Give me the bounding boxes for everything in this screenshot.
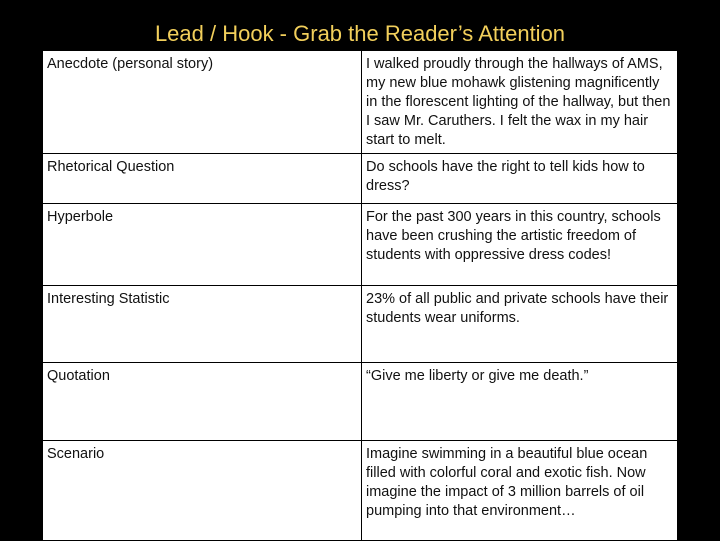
table-row	[43, 204, 678, 286]
hook-example-cell: “Give me liberty or give me death.”	[362, 363, 678, 441]
hook-example-cell: 23% of all public and private schools have their students wear uniforms.	[362, 286, 678, 363]
slide-title: Lead / Hook - Grab the Reader’s Attention	[154, 21, 566, 46]
hook-example-cell: Imagine swimming in a beautiful blue ocean filled with colorful coral and exotic fish. Now imagine the impact of 3 million barrels of oil pumping into that environment…	[362, 441, 678, 541]
hook-example-cell: For the past 300 years in this country, schools have been crushing the artistic freedom of students with oppressive dress codes!	[362, 204, 678, 286]
hook-example-cell: Do schools have the right to tell kids how to dress?	[362, 154, 678, 204]
hook-type-cell: Hyperbole	[43, 204, 362, 286]
table-row	[43, 154, 678, 204]
hook-type-cell: Interesting Statistic	[43, 286, 362, 363]
table-row	[43, 51, 678, 154]
table-row	[43, 363, 678, 441]
hook-type-cell: Anecdote (personal story)	[43, 51, 362, 154]
table-row	[43, 441, 678, 541]
hook-type-cell: Rhetorical Question	[43, 154, 362, 204]
hook-types-table	[42, 50, 678, 541]
hook-type-cell: Scenario	[43, 441, 362, 541]
table-row	[43, 286, 678, 363]
hook-example-cell: I walked proudly through the hallways of AMS, my new blue mohawk glistening magnificently in the florescent lighting of the hallway, but then I saw Mr. Caruthers. I felt the wax in my hair start to melt.	[362, 51, 678, 154]
hook-type-cell: Quotation	[43, 363, 362, 441]
